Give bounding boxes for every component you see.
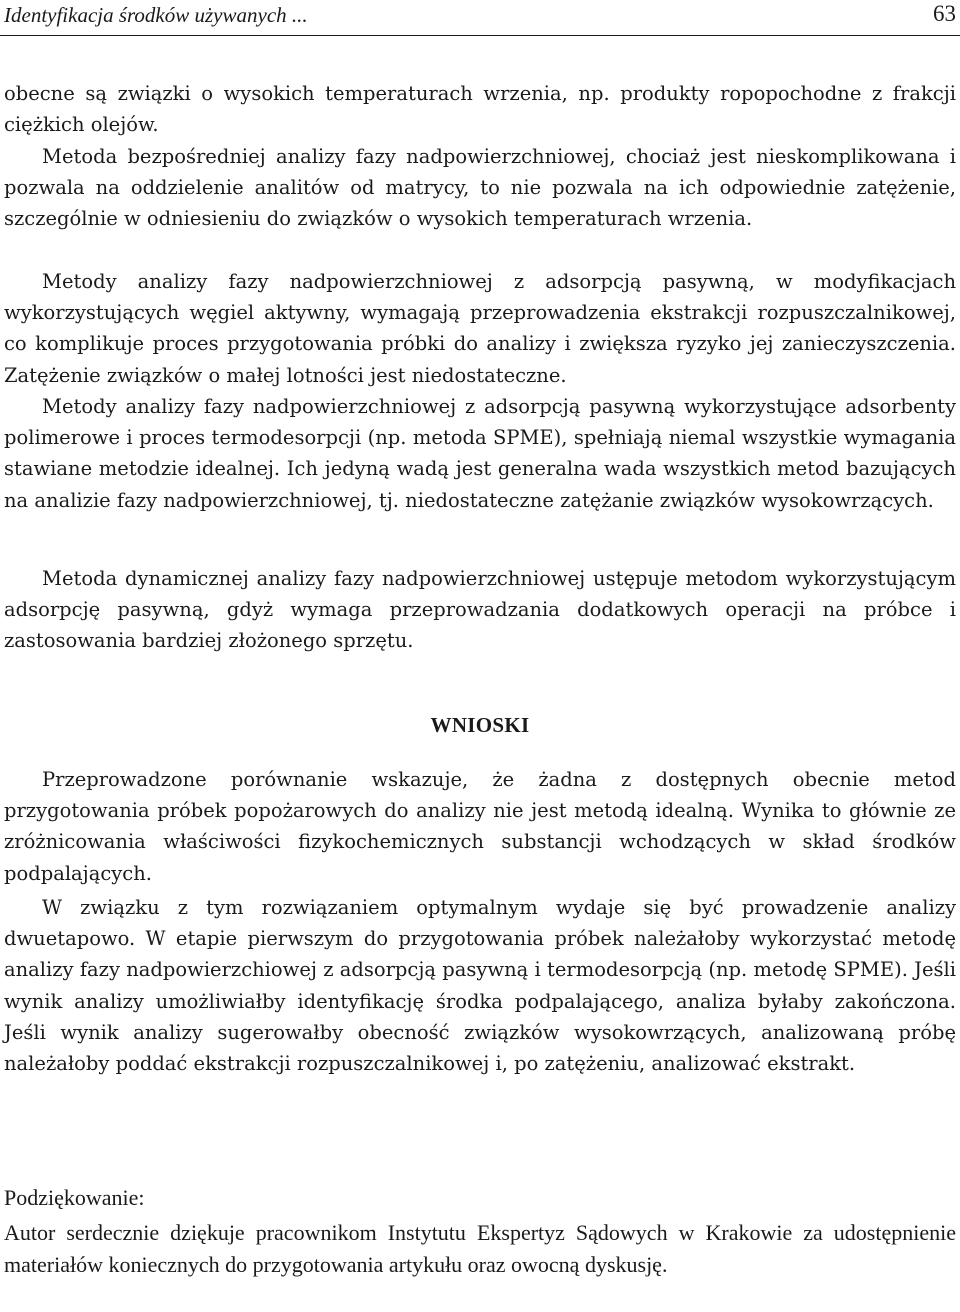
body-paragraph-3: Metody analizy fazy nadpowierzchniowej z adsorpcją pasywną, w modyfikacjach wykorzystujących węgiel aktywny, wymagają przeprowadzenia ekstrakcji rozpuszczalnikowej, co komplikuje proces przygotowania próbki do analizy i zwiększa ryzyko jej zanieczyszczenia. Zatężenie związków o małej lotności jest niedostateczne. — [4, 270, 956, 387]
section-heading-conclusions: WNIOSKI — [430, 713, 530, 737]
page-number: 63 — [933, 1, 956, 26]
body-paragraph-1: obecne są związki o wysokich temperaturach wrzenia, np. produkty ropopochodne z frakcji ciężkich olejów. — [4, 82, 956, 137]
conclusion-paragraph-1: Przeprowadzone porównanie wskazuje, że żadna z dostępnych obecnie metod przygotowania próbek popożarowych do analizy nie jest metodą idealną. Wynika to głównie ze zróżnicowania właściwości fizykochemicznych substancji wchodzących w skład środków podpalających. — [4, 768, 956, 885]
running-header — [0, 0, 960, 36]
body-paragraph-5: Metoda dynamicznej analizy fazy nadpowierzchniowej ustępuje metodom wykorzystującym adsorpcję pasywną, gdyż wymaga przeprowadzania dodatkowych operacji na próbce i zastosowania bardziej złożonego sprzętu. — [4, 567, 956, 653]
body-paragraph-2: Metoda bezpośredniej analizy fazy nadpowierzchniowej, chociaż jest nieskomplikowana i pozwala na oddzielenie analitów od matrycy, to nie pozwala na ich odpowiednie zatężenie, szczególnie w odniesieniu do związków o wysokich temperaturach wrzenia. — [4, 145, 956, 231]
body-paragraph-4: Metody analizy fazy nadpowierzchniowej z adsorpcją pasywną wykorzystujące adsorbenty polimerowe i proces termodesorpcji (np. metoda SPME), spełniają niemal wszystkie wymagania stawiane metodzie idealnej. Ich jedyną wadą jest generalna wada wszystkich metod bazujących na analizie fazy nadpowierzchniowej, tj. niedostateczne zatężanie związków wysokowrzących. — [4, 395, 956, 512]
conclusion-paragraph-2: W związku z tym rozwiązaniem optymalnym wydaje się być prowadzenie analizy dwuetapowo. W etapie pierwszym do przygotowania próbek należałoby wykorzystać metodę analizy fazy nadpowierzchiowej z adsorpcją pasywną i termodesorpcją (np. metodę SPME). Jeśli wynik analizy umożliwiałby identyfikację środka podpalającego, analiza byłaby zakończona. Jeśli wynik analizy sugerowałby obecność związków wysokowrzących, analizowaną próbę należałoby poddać ekstrakcji rozpuszczalnikowej i, po zatężeniu, analizować ekstrakt. — [4, 896, 956, 1076]
running-title: Identyfikacja środków używanych ... — [4, 3, 308, 27]
acknowledgement-heading: Podziękowanie: — [4, 1185, 145, 1210]
acknowledgement-text: Autor serdecznie dziękuje pracownikom Instytutu Ekspertyz Sądowych w Krakowie za udostępnienie materiałów koniecznych do przygotowania artykułu oraz owocną dyskusję. — [4, 1220, 956, 1277]
